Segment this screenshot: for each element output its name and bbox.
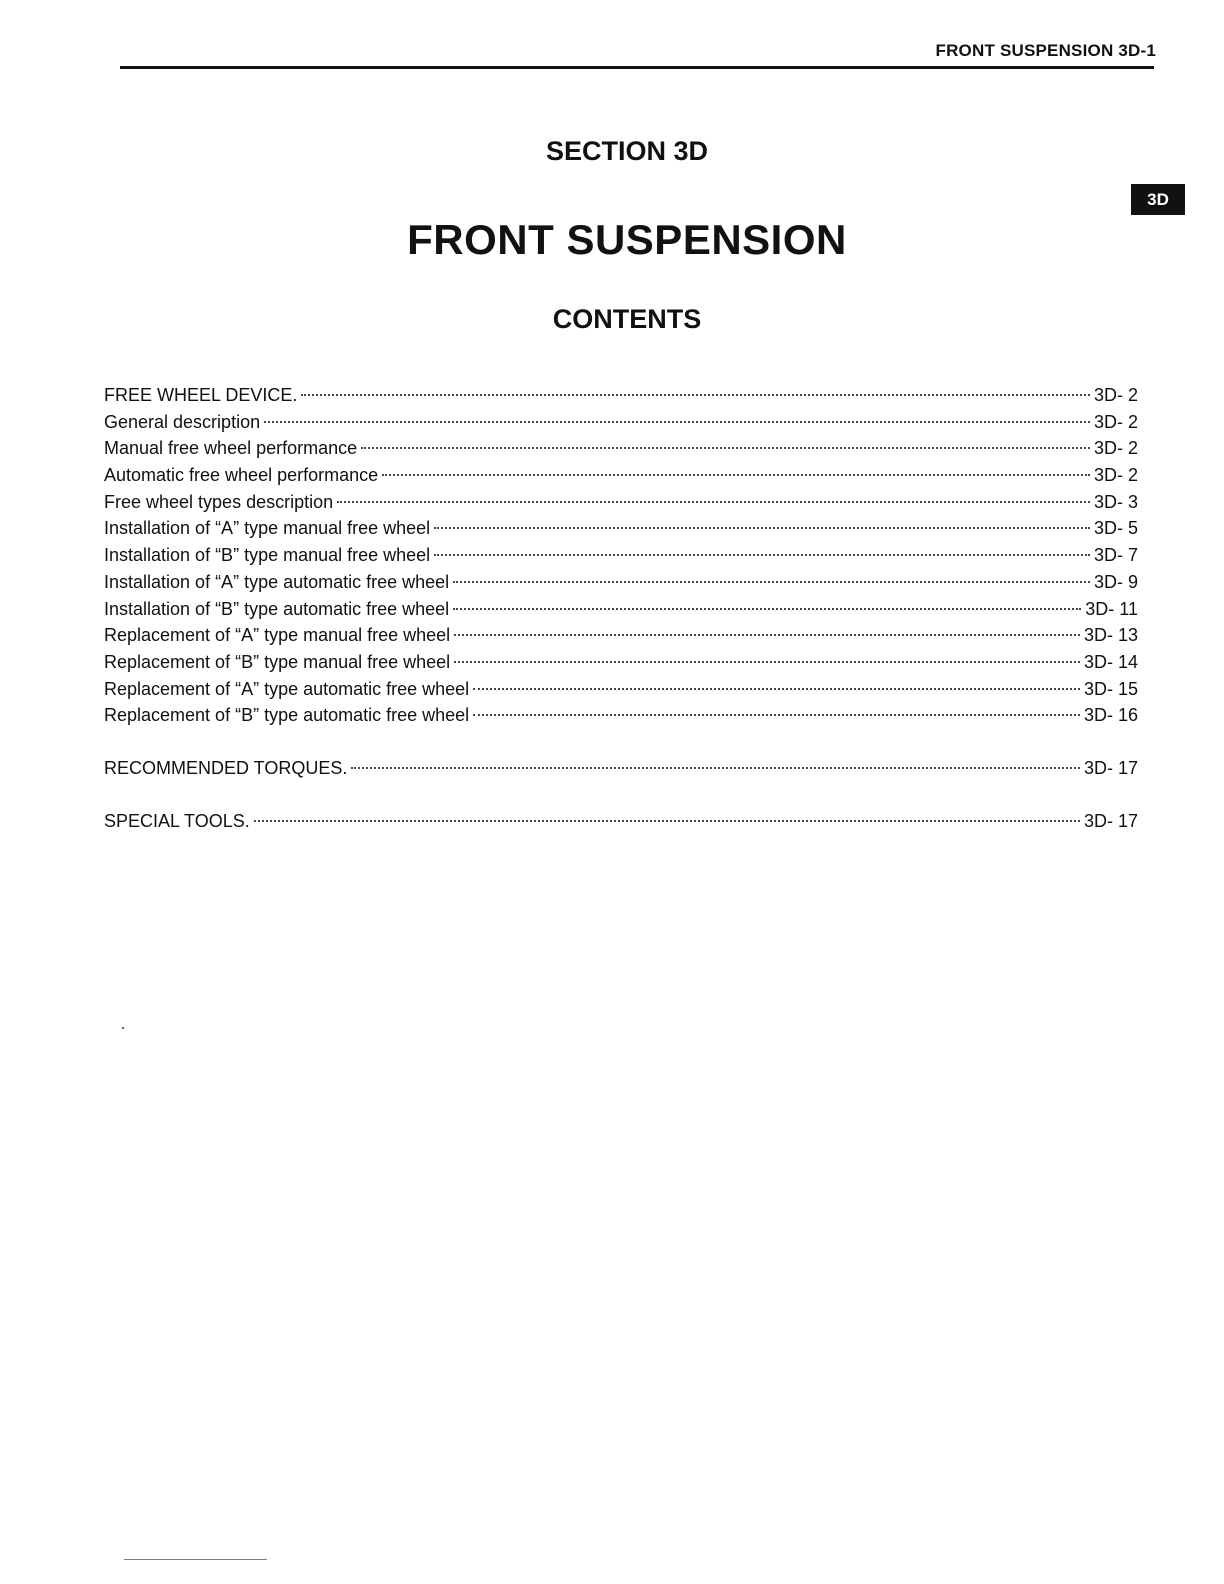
toc-entry-title: Manual free wheel performance (104, 438, 358, 459)
toc-leader-dots (453, 608, 1081, 610)
toc-entry-page: 3D- 2 (1093, 385, 1138, 405)
toc-entry-page: 3D- 11 (1085, 598, 1138, 619)
toc-leader-dots (434, 527, 1090, 529)
toc-leader-dots (473, 688, 1080, 690)
toc-leader-dots (454, 634, 1080, 636)
toc-leader-dots (254, 820, 1080, 822)
toc-entry-page: 3D- 2 (1093, 438, 1138, 459)
toc-entry-title: Replacement of “A” type automatic free wheel (104, 678, 470, 699)
toc-entry (104, 515, 1138, 542)
toc-entry-title: SPECIAL TOOLS. (104, 811, 250, 831)
toc-entry (104, 676, 1138, 703)
toc-entry-page: 3D- 17 (1083, 758, 1138, 778)
toc-group-free-wheel (104, 382, 1138, 729)
toc-entry (104, 755, 1138, 782)
toc-entry-page: 3D- 3 (1093, 491, 1138, 512)
toc-entry-page: 3D- 7 (1093, 545, 1138, 566)
scan-speck (122, 1027, 124, 1029)
toc-entry-title: Replacement of “B” type automatic free wheel (104, 705, 470, 726)
toc-entry-title: Replacement of “B” type manual free wheel (104, 651, 451, 672)
toc-entry-title: Installation of “A” type manual free wheel (104, 518, 431, 539)
contents-heading: CONTENTS (552, 304, 702, 334)
toc-entry-page: 3D- 2 (1093, 411, 1138, 432)
toc-entry (104, 808, 1138, 835)
section-tab: 3D (1131, 184, 1185, 215)
toc-leader-dots (434, 554, 1090, 556)
toc-entry-page: 3D- 9 (1093, 571, 1138, 592)
toc-entry-page: 3D- 15 (1083, 678, 1138, 699)
toc-entry-title: Free wheel types description (104, 491, 334, 512)
toc-leader-dots (351, 767, 1080, 769)
toc-leader-dots (264, 421, 1090, 423)
toc-group-torques (104, 755, 1138, 782)
header-rule (120, 66, 1154, 69)
toc-entry (104, 596, 1138, 623)
toc-entry-title: Replacement of “A” type manual free wheel (104, 625, 451, 646)
toc-entry-title: General description (104, 411, 261, 432)
toc-leader-dots (337, 501, 1090, 503)
toc-entry (104, 409, 1138, 436)
page-title: FRONT SUSPENSION (407, 216, 847, 263)
toc-leader-dots (473, 714, 1080, 716)
toc-entry-page: 3D- 2 (1093, 465, 1138, 486)
toc-entry-title: Automatic free wheel performance (104, 465, 379, 486)
toc-entry (104, 435, 1138, 462)
toc-entry-page: 3D- 5 (1093, 518, 1138, 539)
toc-entry (104, 382, 1138, 409)
toc-entry (104, 649, 1138, 676)
toc-entry-page: 3D- 13 (1083, 625, 1138, 646)
toc-entry (104, 702, 1138, 729)
toc-entry-title: RECOMMENDED TORQUES. (104, 758, 348, 778)
toc-entry (104, 569, 1138, 596)
toc-leader-dots (454, 661, 1080, 663)
section-label: SECTION 3D (545, 136, 709, 166)
footer-blue-line (124, 1559, 267, 1560)
toc-entry (104, 542, 1138, 569)
toc-leader-dots (361, 447, 1090, 449)
toc-leader-dots (301, 394, 1090, 396)
toc-entry (104, 489, 1138, 516)
toc-leader-dots (453, 581, 1090, 583)
toc-entry (104, 622, 1138, 649)
toc-entry-title: Installation of “B” type manual free wheel (104, 545, 431, 566)
toc-entry-page: 3D- 16 (1083, 705, 1138, 726)
toc-entry-title: Installation of “A” type automatic free wheel (104, 571, 450, 592)
toc-entry-page: 3D- 14 (1083, 651, 1138, 672)
toc-group-tools (104, 808, 1138, 835)
running-header: FRONT SUSPENSION 3D-1 (935, 41, 1156, 60)
toc-entry (104, 462, 1138, 489)
toc-entry-title: FREE WHEEL DEVICE. (104, 385, 298, 405)
toc-entry-title: Installation of “B” type automatic free wheel (104, 598, 450, 619)
toc-entry-page: 3D- 17 (1083, 811, 1138, 831)
toc-leader-dots (382, 474, 1090, 476)
